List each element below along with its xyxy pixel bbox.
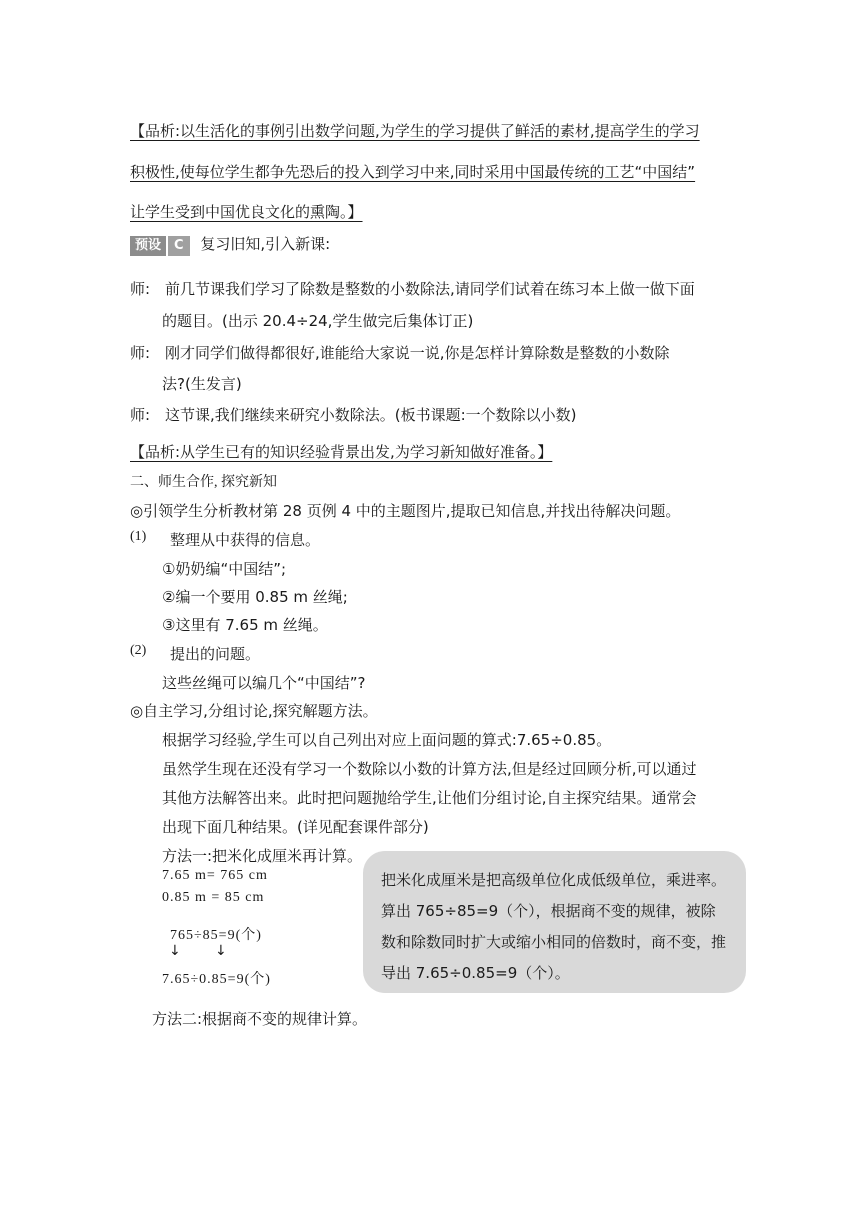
teacher-label-2: 师: (130, 344, 151, 362)
preset-badge: 预设 (130, 236, 166, 256)
item-1-number: (1) (130, 529, 147, 544)
paragraph-2-line-3: 出现下面几种结果。(详见配套课件部分) (162, 818, 429, 836)
info-3: ③这里有 7.65 m 丝绳。 (162, 616, 328, 634)
down-arrow-icon: ↓ (215, 943, 227, 959)
down-arrow-icon: ↓ (169, 943, 181, 959)
dialogue-1-line-2: 的题目。(出示 20.4÷24,学生做完后集体订正) (162, 312, 474, 330)
dialogue-2-line-2: 法?(生发言) (162, 375, 242, 393)
item-2-text: 提出的问题。 (170, 645, 261, 663)
calc-line-4: 7.65÷0.85=9(个) (162, 972, 271, 987)
info-1: ①奶奶编“中国结”; (162, 560, 287, 578)
explanation-callout (363, 851, 746, 993)
teacher-label-1: 师: (130, 280, 151, 298)
dialogue-2-line-1: 刚才同学们做得都很好,谁能给大家说一说,你是怎样计算除数是整数的小数除 (165, 344, 670, 362)
calc-line-3: 765÷85=9(个) (170, 928, 262, 943)
self-study-heading: ◎自主学习,分组讨论,探究解题方法。 (130, 702, 378, 720)
paragraph-2-line-2: 其他方法解答出来。此时把问题抛给学生,让他们分组讨论,自主探究结果。通常会 (162, 789, 697, 807)
preset-header (130, 233, 330, 256)
item-1-text: 整理从中获得的信息。 (170, 531, 321, 549)
teacher-label-3: 师: (130, 406, 151, 424)
callout-text: 把米化成厘米是把高级单位化成低级单位，乘进率。算出 765÷85=9（个），根据商不变的规律，被除数和除数同时扩大或缩小相同的倍数时，商不变，推导出 7.65÷0.85=9（个）。 (381, 871, 727, 982)
calc-line-2: 0.85 m = 85 cm (162, 890, 265, 905)
analysis-line-2: 积极性,使每位学生都争先恐后的投入到学习中来,同时采用中国最传统的工艺“中国结” (130, 163, 696, 181)
paragraph-2-line-1: 虽然学生现在还没有学习一个数除以小数的计算方法,但是经过回顾分析,可以通过 (162, 760, 697, 778)
method-1: 方法一:把米化成厘米再计算。 (162, 847, 363, 865)
dialogue-1-line-1: 前几节课我们学习了除数是整数的小数除法,请同学们试着在练习本上做一做下面 (165, 280, 695, 298)
preset-letter: C (168, 236, 190, 256)
preset-title: 复习旧知,引入新课: (200, 235, 331, 253)
analysis-line-1: 【品析:以生活化的事例引出数学问题,为学生的学习提供了鲜活的素材,提高学生的学习 (130, 122, 700, 140)
dialogue-3-line-1: 这节课,我们继续来研究小数除法。(板书课题:一个数除以小数) (165, 406, 577, 424)
item-2-number: (2) (130, 643, 147, 658)
guide-text: ◎引领学生分析教材第 28 页例 4 中的主题图片,提取已知信息,并找出待解决问题。 (130, 502, 681, 520)
method-2: 方法二:根据商不变的规律计算。 (152, 1010, 368, 1028)
question-text: 这些丝绳可以编几个“中国结”? (162, 674, 366, 692)
calc-line-1: 7.65 m= 765 cm (162, 868, 268, 883)
analysis-line-3: 让学生受到中国优良文化的熏陶。】 (130, 203, 363, 221)
paragraph-1: 根据学习经验,学生可以自己列出对应上面问题的算式:7.65÷0.85。 (162, 731, 612, 749)
section-heading: 二、师生合作, 探究新知 (130, 475, 277, 490)
analysis-2: 【品析:从学生已有的知识经验背景出发,为学习新知做好准备。】 (130, 443, 553, 461)
info-2: ②编一个要用 0.85 m 丝绳; (162, 588, 348, 606)
